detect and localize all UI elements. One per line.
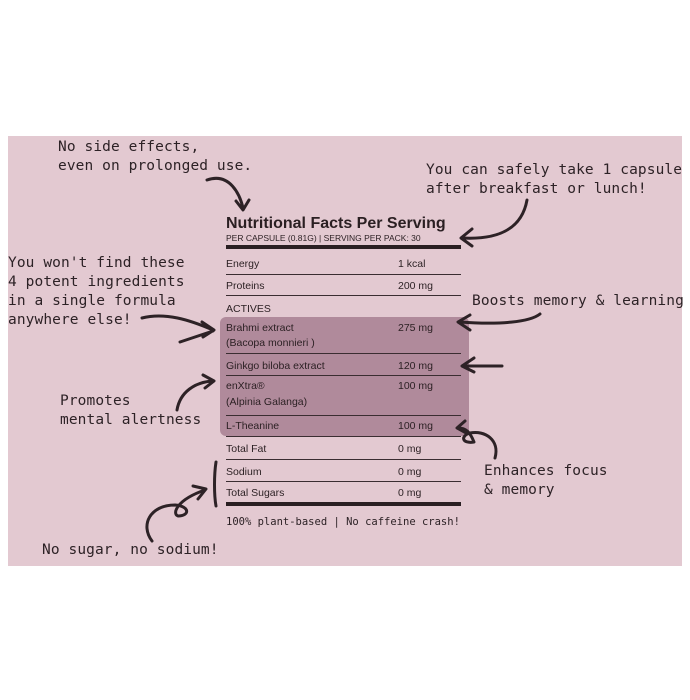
note-unique-ingredients: You won't find these 4 potent ingredients in a single formula anywhere else! <box>8 255 185 328</box>
note-no-side-effects: No side effects, even on prolonged use. <box>58 139 253 174</box>
row-proteins-value: 200 mg <box>398 280 434 292</box>
row-theanine-value: 100 mg <box>398 420 434 432</box>
note-capsule-dosage: You can safely take 1 capsule after breakfast or lunch! <box>426 162 683 197</box>
note-focus-memory: Enhances focus & memory <box>484 463 608 498</box>
row-sodium-value: 0 mg <box>398 466 422 478</box>
row-fat-value: 0 mg <box>398 443 422 455</box>
note-boosts-memory: Boosts memory & learning <box>472 293 684 309</box>
row-energy-value: 1 kcal <box>398 258 426 270</box>
row-divider <box>226 353 461 354</box>
label-divider <box>226 245 461 249</box>
tagline: 100% plant-based | No caffeine crash! <box>226 516 460 528</box>
label-subtitle: PER CAPSULE (0.81G) | SERVING PER PACK: 30 <box>226 233 421 243</box>
row-ginkgo-value: 120 mg <box>398 360 434 372</box>
row-ginkgo-name: Ginkgo biloba extract <box>226 360 325 372</box>
row-divider <box>226 459 461 460</box>
row-divider <box>226 436 461 437</box>
note-no-sugar: No sugar, no sodium! <box>42 542 219 558</box>
row-brahmi-value: 275 mg <box>398 322 434 334</box>
row-divider <box>226 375 461 376</box>
label-title: Nutritional Facts Per Serving <box>226 215 446 232</box>
label-bottom-divider <box>226 502 461 506</box>
row-brahmi-name: Brahmi extract <box>226 322 294 334</box>
row-divider <box>226 481 461 482</box>
row-sugars-name: Total Sugars <box>226 487 285 499</box>
row-enxtra-name: enXtra® <box>226 380 265 392</box>
row-enxtra-subname: (Alpinia Galanga) <box>226 396 308 408</box>
row-divider <box>226 415 461 416</box>
row-theanine-name: L-Theanine <box>226 420 280 432</box>
row-divider <box>226 274 461 275</box>
row-brahmi-subname: (Bacopa monnieri ) <box>226 337 315 349</box>
row-fat-name: Total Fat <box>226 443 267 455</box>
row-enxtra-value: 100 mg <box>398 380 434 392</box>
row-proteins-name: Proteins <box>226 280 265 292</box>
row-sugars-value: 0 mg <box>398 487 422 499</box>
row-energy-name: Energy <box>226 258 260 270</box>
note-mental-alertness: Promotes mental alertness <box>60 393 202 428</box>
row-sodium-name: Sodium <box>226 466 262 478</box>
row-divider <box>226 295 461 296</box>
actives-heading: ACTIVES <box>226 303 271 315</box>
